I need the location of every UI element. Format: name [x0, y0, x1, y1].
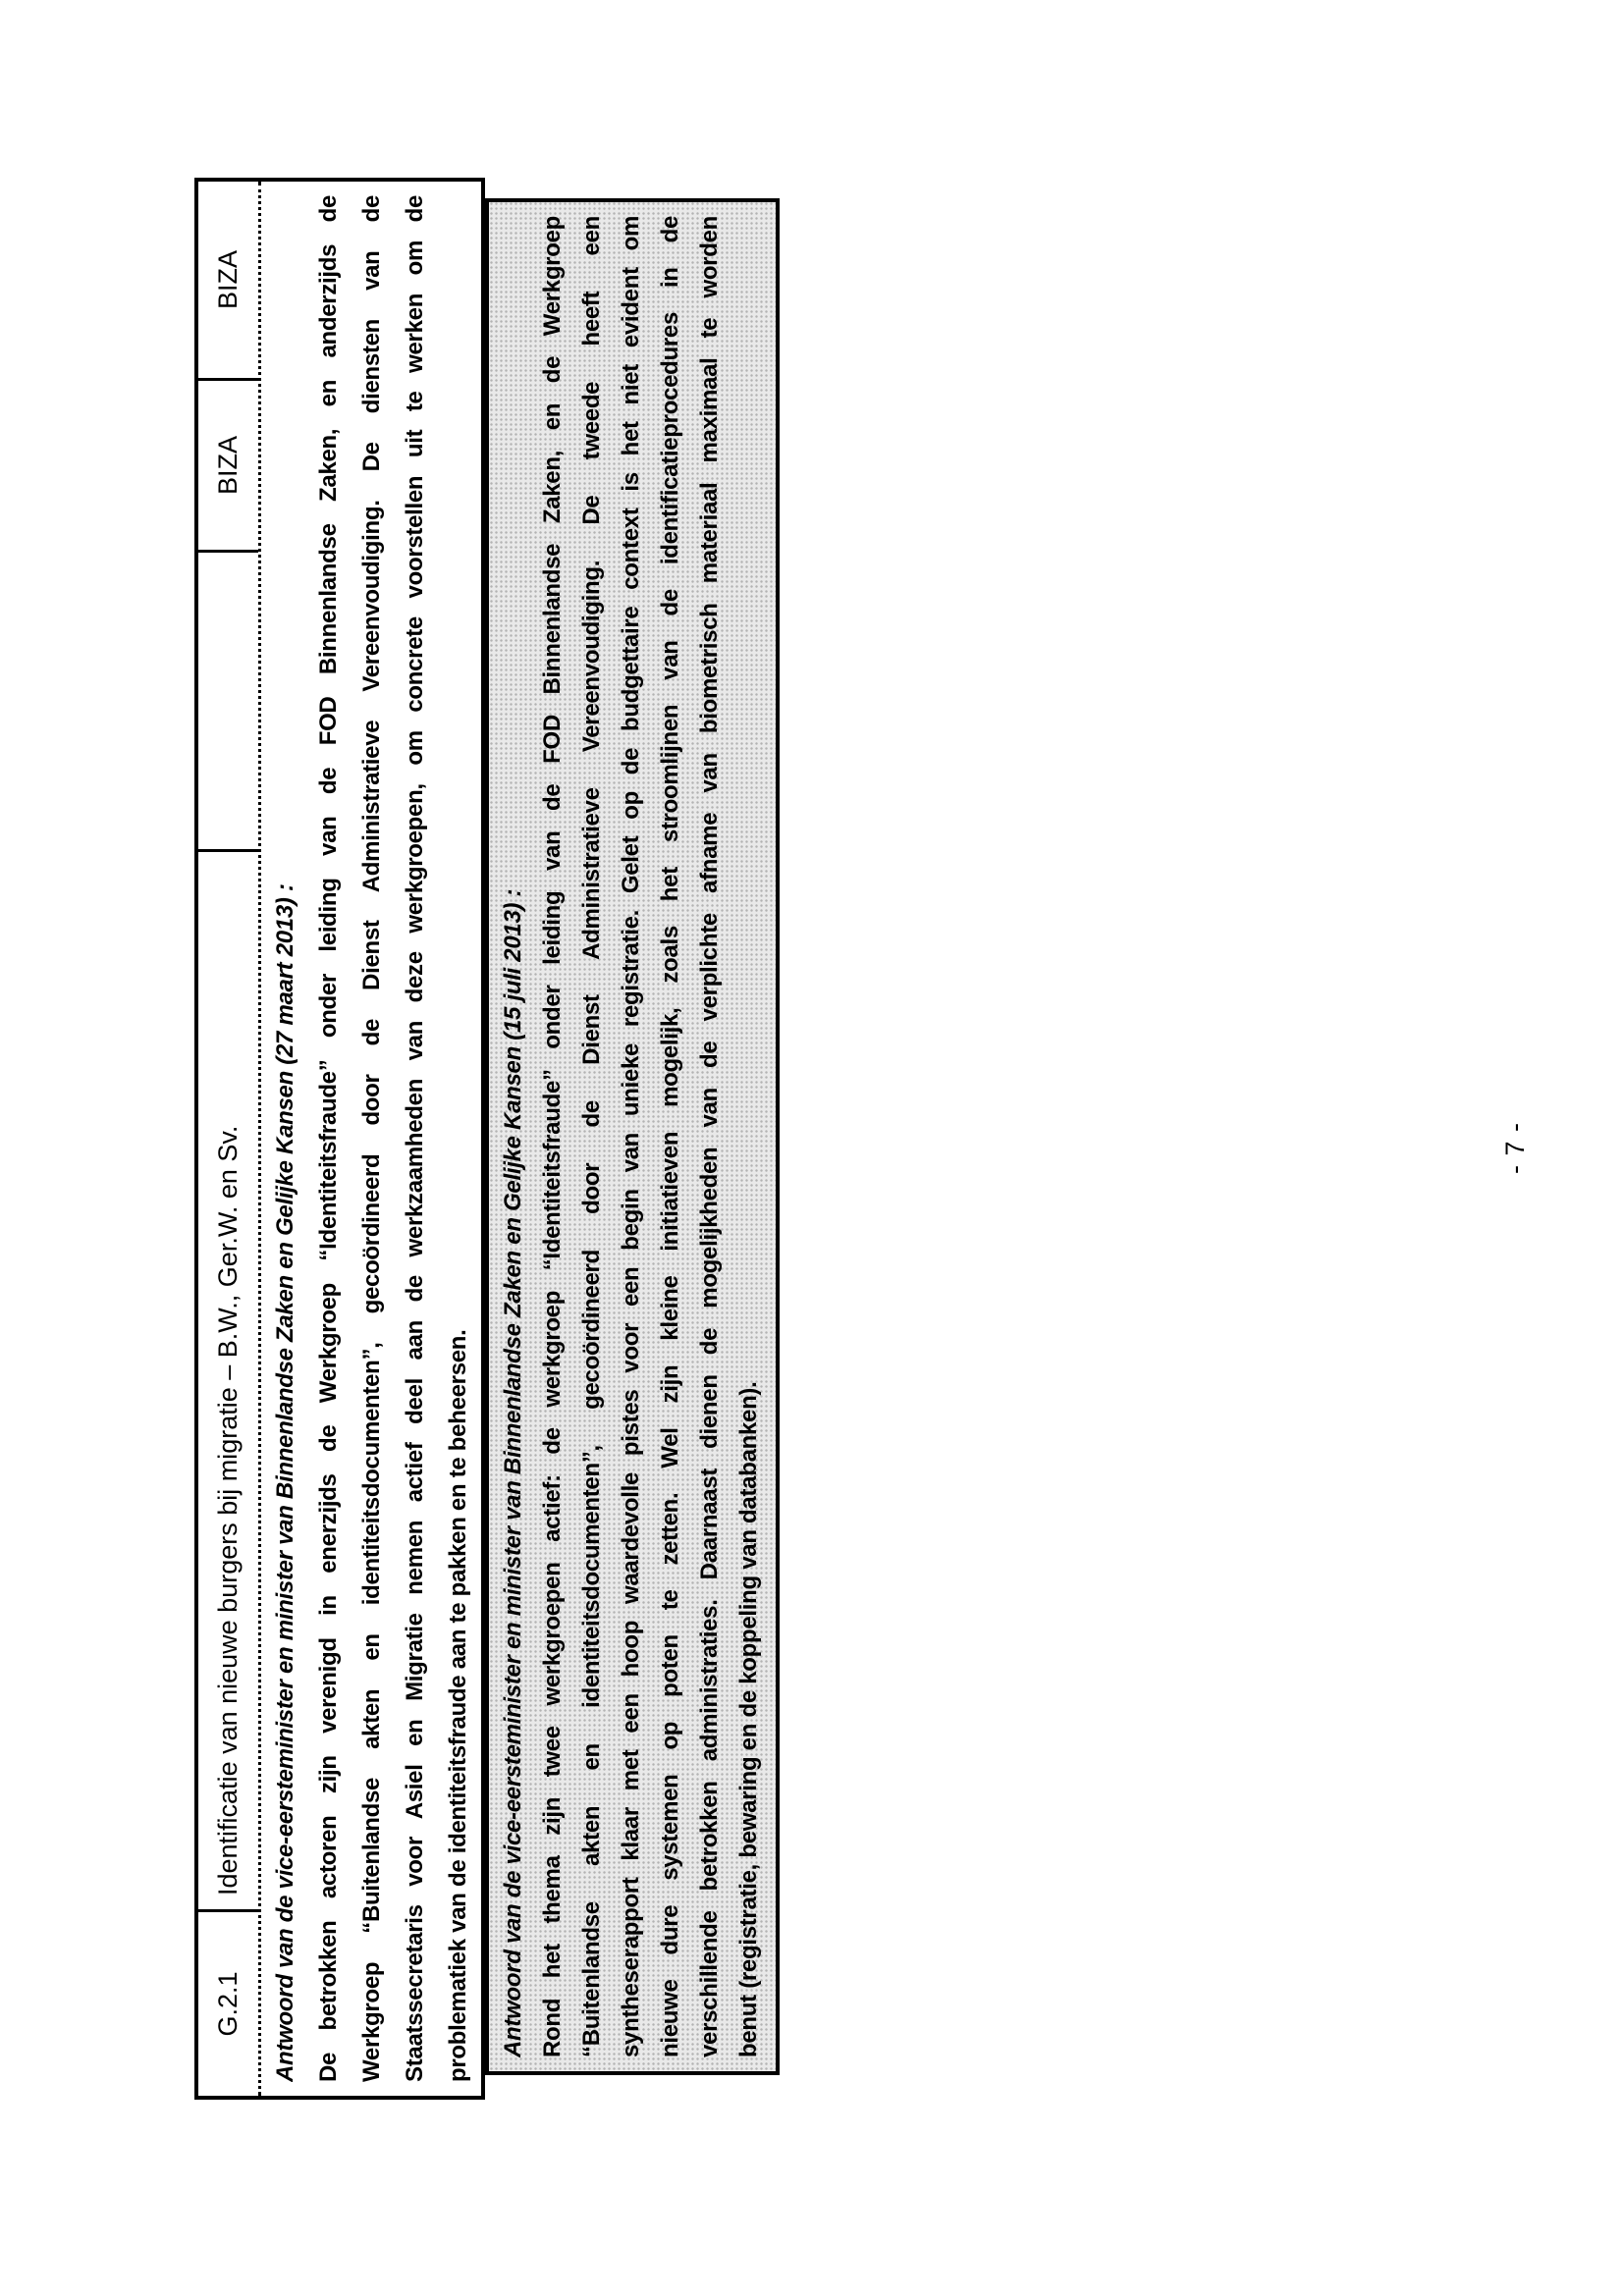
answer1-line: Staatssecretaris voor Asiel en Migratie nemen actief deel aan de werkzaamheden van deze werkgroepen, om concrete voorstellen uit te werken om de — [402, 195, 428, 2082]
answer2-line: verschillende betrokken administraties. Daarnaast dienen de mogelijkheden van de verplichte afname van biometrisch materiaal maximaal te worden — [696, 216, 723, 2057]
table-header-row — [198, 182, 261, 2096]
answer2-line: nieuwe dure systemen op poten te zetten. Wel zijn kleine initiatieven mogelijk, zoals het stroomlijnen van de identificatieprocedures in de — [657, 216, 683, 2057]
department-cell-2: BIZA — [213, 250, 243, 310]
answer1-line: De betrokken actoren zijn verenigd in enerzijds de Werkgroep “Identiteitsfraude” onder leiding van de FOD Binnenlandse Zaken, en anderzijds de — [315, 195, 342, 2082]
answer2-line: syntheserapport klaar met een hoop waardevolle pistes voor een begin van unieke registratie. Gelet op de budgettaire context is het niet evident om — [618, 216, 644, 2057]
answer-july-2013 — [485, 198, 780, 2075]
question-table — [194, 178, 485, 2100]
question-number-cell: G.2.1 — [198, 1909, 258, 2096]
answer2-line: “Buitenlandse akten en identiteitsdocumenten”, gecoördineerd door de Dienst Administratieve Vereenvoudiging. De tweede heeft een — [578, 216, 605, 2057]
empty-cell — [198, 550, 258, 849]
question-title-cell: Identificatie van nieuwe burgers bij migratie – B.W., Ger.W. en Sv. — [198, 849, 258, 1909]
answer1-heading: Antwoord van de vice-eersteminister en minister van Binnenlandse Zaken en Gelijke Kansen (27 maart 2013) : — [272, 883, 298, 2082]
department-cell-1: BIZA — [198, 378, 258, 550]
answer1-line: problematiek van de identiteitsfraude aan te pakken en te beheersen. — [445, 1329, 471, 2082]
answer1-line: Werkgroep “Buitenlandse akten en identiteitsdocumenten”, gecoördineerd door de Dienst Administratieve Vereenvoudiging. De diensten van de — [358, 195, 385, 2082]
page-number: - 7 - — [1500, 1122, 1530, 1175]
answer2-line: Rond het thema zijn twee werkgroepen actief: de werkgroep “Identiteitsfraude” onder leiding van de FOD Binnenlandse Zaken, en de Werkgroep — [539, 216, 566, 2057]
answer2-heading: Antwoord van de vice-eersteminister en minister van Binnenlandse Zaken en Gelijke Kansen (15 juli 2013) : — [500, 888, 526, 2057]
answer-march-2013 — [261, 182, 480, 2096]
answer2-line: benut (registratie, bewaring en de koppeling van databanken). — [735, 1381, 762, 2057]
